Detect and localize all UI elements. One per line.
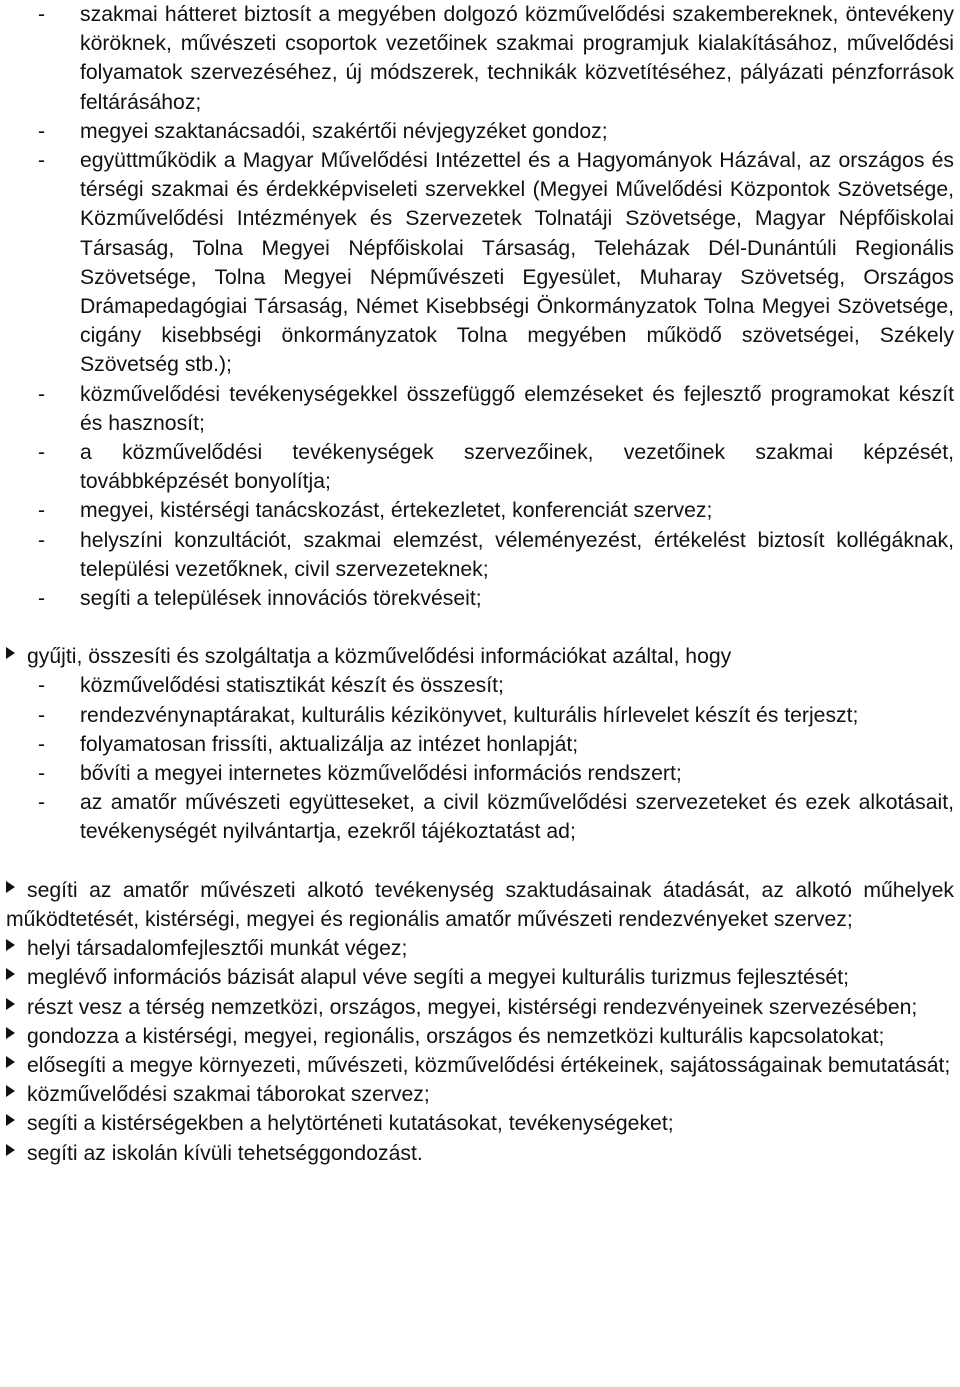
- list-item: - megyei szaktanácsadói, szakértői névjegyzéket gondoz;: [6, 117, 954, 146]
- list-item: gondozza a kistérségi, megyei, regionális, országos és nemzetközi kulturális kapcsolatokat;: [6, 1022, 954, 1051]
- list-item: segíti a kistérségekben a helytörténeti kutatásokat, tevékenységeket;: [6, 1109, 954, 1138]
- list-item: részt vesz a térség nemzetközi, országos, megyei, kistérségi rendezvényeinek szervezésében;: [6, 993, 954, 1022]
- dash-marker: -: [38, 382, 46, 406]
- triangle-bullet-icon: [6, 647, 15, 659]
- list-item: - folyamatosan frissíti, aktualizálja az intézet honlapját;: [6, 730, 954, 759]
- list-item: segíti az iskolán kívüli tehetséggondozást.: [6, 1139, 954, 1168]
- dash-marker: -: [38, 587, 46, 611]
- triangle-bullet-icon: [6, 1144, 15, 1156]
- dash-marker: -: [38, 149, 46, 173]
- dash-marker: -: [38, 674, 46, 698]
- list-item: - szakmai hátteret biztosít a megyében dolgozó közművelődési szakembereknek, öntevékeny köröknek, művészeti csoportok vezetőinek szakmai programjuk kialakításához, művelődési folyamatok szervezéséhez, új módszerek, technikák közvetítéséhez, pályázati pénzforrások feltárásához;: [6, 0, 954, 117]
- triangle-bullet-icon: [6, 1056, 15, 1068]
- list-item: - helyszíni konzultációt, szakmai elemzést, véleményezést, értékelést biztosít kollégáknak, települési vezetőknek, civil szervezeteknek;: [6, 526, 954, 584]
- section-heading: gyűjti, összesíti és szolgáltatja a közművelődési információkat azáltal, hogy: [6, 642, 954, 671]
- list-item: segíti az amatőr művészeti alkotó tevékenység szaktudásainak átadását, az alkotó műhelyek működtetését, kistérségi, megyei és regionális amatőr művészeti rendezvényeket szervez;: [6, 878, 954, 931]
- dash-marker: -: [38, 528, 46, 552]
- dash-marker: -: [38, 732, 46, 756]
- dash-marker: -: [38, 762, 46, 786]
- section-spacer: [6, 847, 954, 876]
- triangle-bullet-icon: [6, 968, 15, 980]
- dash-marker: -: [38, 791, 46, 815]
- list-item: - rendezvénynaptárakat, kulturális kézikönyvet, kulturális hírlevelet készít és terjeszt;: [6, 701, 954, 730]
- list-item: helyi társadalomfejlesztői munkát végez;: [6, 934, 954, 963]
- dash-marker: -: [38, 119, 46, 143]
- top-dash-list: [6, 0, 954, 613]
- list-item: - megyei, kistérségi tanácskozást, értekezletet, konferenciát szervez;: [6, 496, 954, 525]
- triangle-bullet-icon: [6, 939, 15, 951]
- dash-marker: -: [38, 3, 46, 26]
- list-item: - bővíti a megyei internetes közművelődési információs rendszert;: [6, 759, 954, 788]
- section-spacer: [6, 613, 954, 642]
- list-item: - az amatőr művészeti együtteseket, a civil közművelődési szervezeteket és ezek alkotásait, tevékenységét nyilvántartja, ezekről tájékoztatást ad;: [6, 788, 954, 846]
- list-item: meglévő információs bázisát alapul véve segíti a megyei kulturális turizmus fejlesztését;: [6, 963, 954, 992]
- info-section: [6, 642, 954, 846]
- list-item: - közművelődési statisztikát készít és összesít;: [6, 671, 954, 700]
- list-item: elősegíti a megye környezeti, művészeti, közművelődési értékeinek, sajátosságainak bemutatását;: [6, 1051, 954, 1080]
- triangle-bullet-icon: [6, 881, 15, 893]
- info-dash-list: [6, 671, 954, 846]
- list-item: közművelődési szakmai táborokat szervez;: [6, 1080, 954, 1109]
- list-item: - segíti a települések innovációs törekvéseit;: [6, 584, 954, 613]
- bottom-bullet-list: [6, 876, 954, 1168]
- triangle-bullet-icon: [6, 998, 15, 1010]
- dash-marker: -: [38, 499, 46, 523]
- list-item: - a közművelődési tevékenységek szervezőinek, vezetőinek szakmai képzését, továbbképzését bonyolítja;: [6, 438, 954, 496]
- triangle-bullet-icon: [6, 1027, 15, 1039]
- dash-marker: -: [38, 703, 46, 727]
- list-item: - közművelődési tevékenységekkel összefüggő elemzéseket és fejlesztő programokat készít és hasznosít;: [6, 380, 954, 438]
- dash-marker: -: [38, 441, 46, 465]
- triangle-bullet-icon: [6, 1114, 15, 1126]
- list-item: - együttműködik a Magyar Művelődési Intézettel és a Hagyományok Házával, az országos és térségi szakmai és érdekképviseleti szervekkel (Megyei Művelődési Központok Szövetsége, Közművelődési Intézmények és Szervezetek Tolnatáji Szövetsége, Magyar Népfőiskolai Társaság, Tolna Megyei Népfőiskolai Társaság, Teleházak Dél-Dunántúli Regionális Szövetsége, Tolna Megyei Népművészeti Egyesület, Muharay Szövetség, Országos Drámapedagógiai Társaság, Német Kisebbségi Önkormányzatok Tolna Megyei Szövetsége, cigány kisebbségi önkormányzatok Tolna megyében működő szövetségei, Székely Szövetség stb.);: [6, 146, 954, 380]
- triangle-bullet-icon: [6, 1085, 15, 1097]
